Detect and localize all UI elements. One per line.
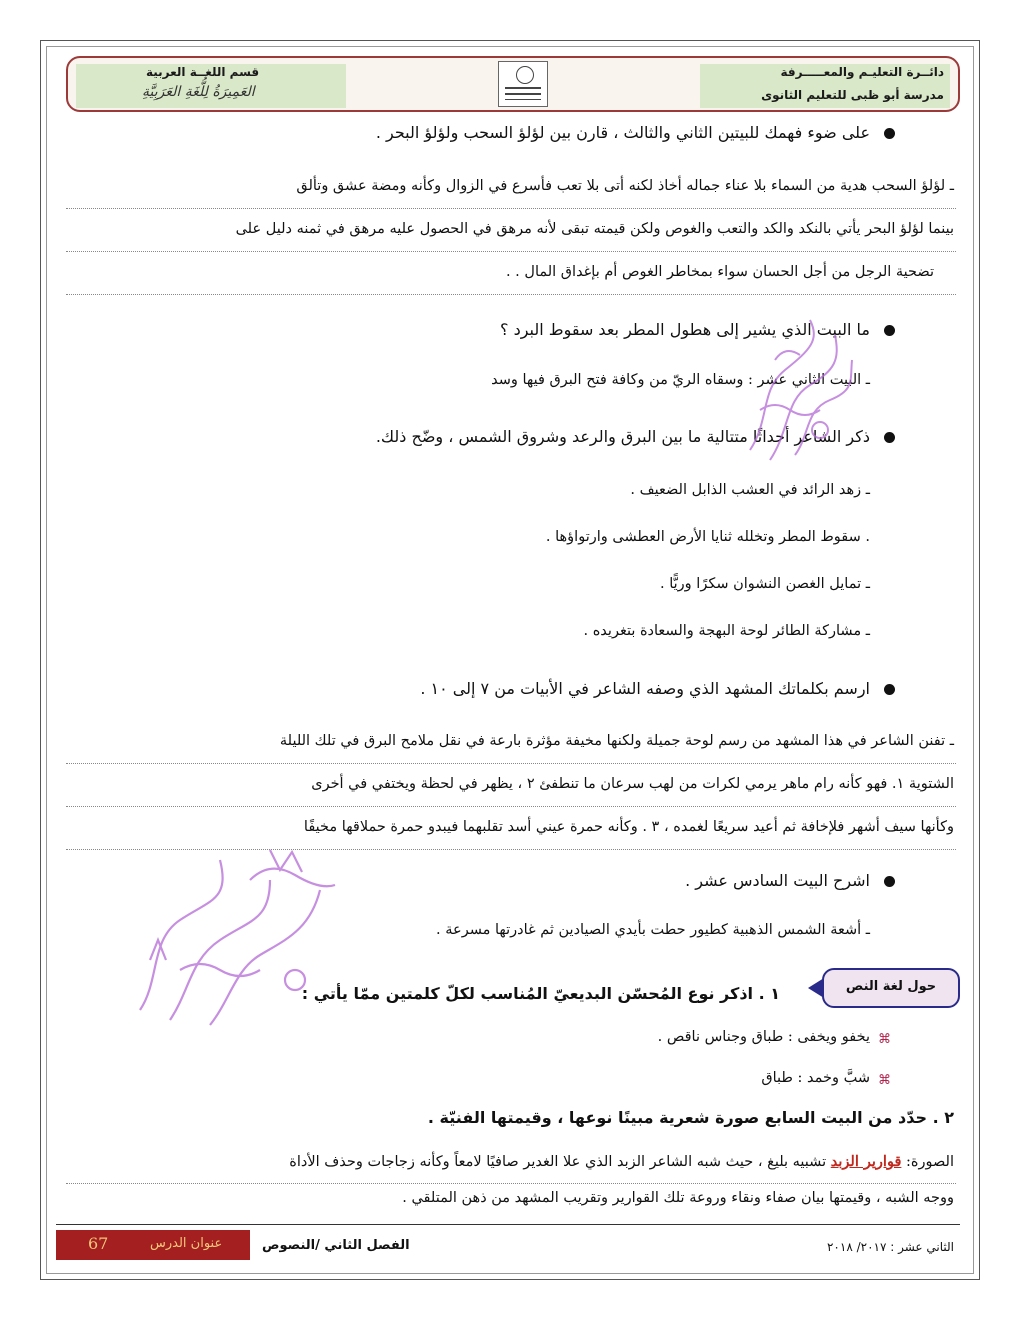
question-2: ما البيت الذي يشير إلى هطول المطر بعد سقوط البرد ؟ — [500, 320, 870, 339]
answer-1-line-1: ـ لؤلؤ السحب هدية من السماء بلا عناء جماله أخاذ لكنه أتى بلا تعب فأسرع في الزوال وكأنه ومضة عشق وتألق — [296, 178, 954, 194]
language-answer-3-line-2: ووجه الشبه ، وقيمتها بيان صفاء ونقاء وروعة تلك القوارير وتقريب المشهد من ذهن المتلقي . — [402, 1190, 954, 1206]
lesson-title-label: عنوان الدرس — [150, 1236, 223, 1251]
grade-year: الثاني عشر : ٢٠١٧/ ٢٠١٨ — [826, 1240, 954, 1254]
question-5: اشرح البيت السادس عشر . — [685, 871, 870, 890]
language-answer-2: شبَّ وخمد : طباق — [761, 1070, 870, 1086]
answer-4-line-3: وكأنها سيف أشهر فلإخافة ثم أعيد سريعًا لغمده ، ٣ . وكأنه حمرة عيني أسد تقلبهما فيبدو حمرة حملاقها مخيفًا — [303, 819, 954, 835]
logo-emblem-icon — [516, 66, 534, 84]
answer-1-line-2: بينما لؤلؤ البحر يأتي بالنكد والكد والتعب والغوص ولكن قيمته تبقى لأنه مرهق في الحصول عليه مرهق في ثمنه دليل على — [235, 221, 954, 237]
answer-3-line-3: ـ تمايل الغصن النشوان سكرًا وريًّا . — [660, 576, 870, 592]
language-answer-3-line-1 — [289, 1153, 954, 1170]
bullet-icon — [884, 684, 895, 695]
chapter-title: الفصل الثاني /النصوص — [262, 1238, 410, 1253]
section-badge-label: حول لغة النص — [845, 979, 937, 994]
question-4: ارسم بكلماتك المشهد الذي وصفه الشاعر في الأبيات من ٧ إلى ١٠ . — [420, 679, 870, 698]
answer-4-line-1: ـ تفنن الشاعر في هذا المشهد من رسم لوحة جميلة ولكنها مخيفة مؤثرة بارعة في نقل ملامح البرق في تلك الليلة — [279, 733, 954, 749]
answer-5-line-1: ـ أشعة الشمس الذهبية كطيور حطت بأيدي الصيادين ثم غادرتها مسرعة . — [436, 922, 870, 938]
page-number: 67 — [88, 1234, 109, 1253]
answer-2-line-1: ـ البيت الثاني عشر : وسقاه الريّ من وكافة فتح البرق فيها وسد — [491, 372, 870, 388]
bullet-icon — [884, 432, 895, 443]
answer-3-line-2: . سقوط المطر وتخلله ثنايا الأرض العطشى وارتواؤها . — [545, 529, 870, 545]
answer-4-line-2: الشتوية ١. فهو كأنه رام ماهر يرمي لكرات من لهب سرعان ما تنطفئ ٢ ، يظهر في لحظة ويختفي في أخرى — [311, 776, 954, 792]
star-bullet-icon: ⌘ — [878, 1073, 891, 1088]
page-header — [66, 56, 960, 112]
question-3: ذكر الشاعر أحداثًا متتالية ما بين البرق والرعد وشروق الشمس ، وضّح ذلك. — [375, 427, 870, 446]
highlighted-phrase: قوارير الزبد — [830, 1153, 902, 1170]
answer-3-line-1: ـ زهد الرائد في العشب الذابل الضعيف . — [630, 482, 870, 498]
star-bullet-icon: ⌘ — [878, 1032, 891, 1047]
answer-1-line-3: تضحية الرجل من أجل الحسان سواء بمخاطر الغوص أم بإغداق المال . . — [505, 264, 934, 280]
school-name: مدرسة أبو ظبى للتعليم الثانوى — [761, 88, 944, 102]
bullet-icon — [884, 325, 895, 336]
section-badge — [808, 968, 960, 1008]
language-question-1: ١ . اذكر نوع المُحسّن البديعيّ المُناسب لكلّ كلمتين ممّا يأتي : — [301, 984, 780, 1003]
language-answer-1: يخفو ويخفى : طباق وجناس ناقص . — [657, 1029, 870, 1045]
language-question-2: ٢ . حدّد من البيت السابع صورة شعرية مبينًا نوعها ، وقيمتها الفنيّة . — [427, 1108, 954, 1127]
question-1: على ضوء فهمك للبيتين الثاني والثالث ، قارن بين لؤلؤ السحب ولؤلؤ البحر . — [375, 123, 870, 142]
signature-stamp-icon — [120, 820, 350, 1030]
image-explanation: تشبيه بليغ ، حيث شبه الشاعر الزبد الذي علا الغدير صافيًا لامعاً وكأنه زجاجات وحذف الأداة — [289, 1154, 827, 1170]
answer-3-line-4: ـ مشاركة الطائر لوحة البهجة والسعادة بتغريده . — [583, 623, 870, 639]
footer-divider — [56, 1224, 960, 1225]
arabic-department-title: قسم اللغــة العربية — [146, 65, 260, 79]
signature-stamp-icon — [740, 300, 860, 470]
bullet-icon — [884, 876, 895, 887]
arabic-motto: العَمِيرَةُ لِلُّغَةِ العَرَبِيَّةِ — [142, 84, 255, 100]
image-label: الصورة: — [906, 1154, 954, 1170]
bullet-icon — [884, 128, 895, 139]
education-logo-icon — [498, 61, 548, 107]
department-title: دائــرة التعليـم والمعـــــرفة — [780, 65, 944, 79]
